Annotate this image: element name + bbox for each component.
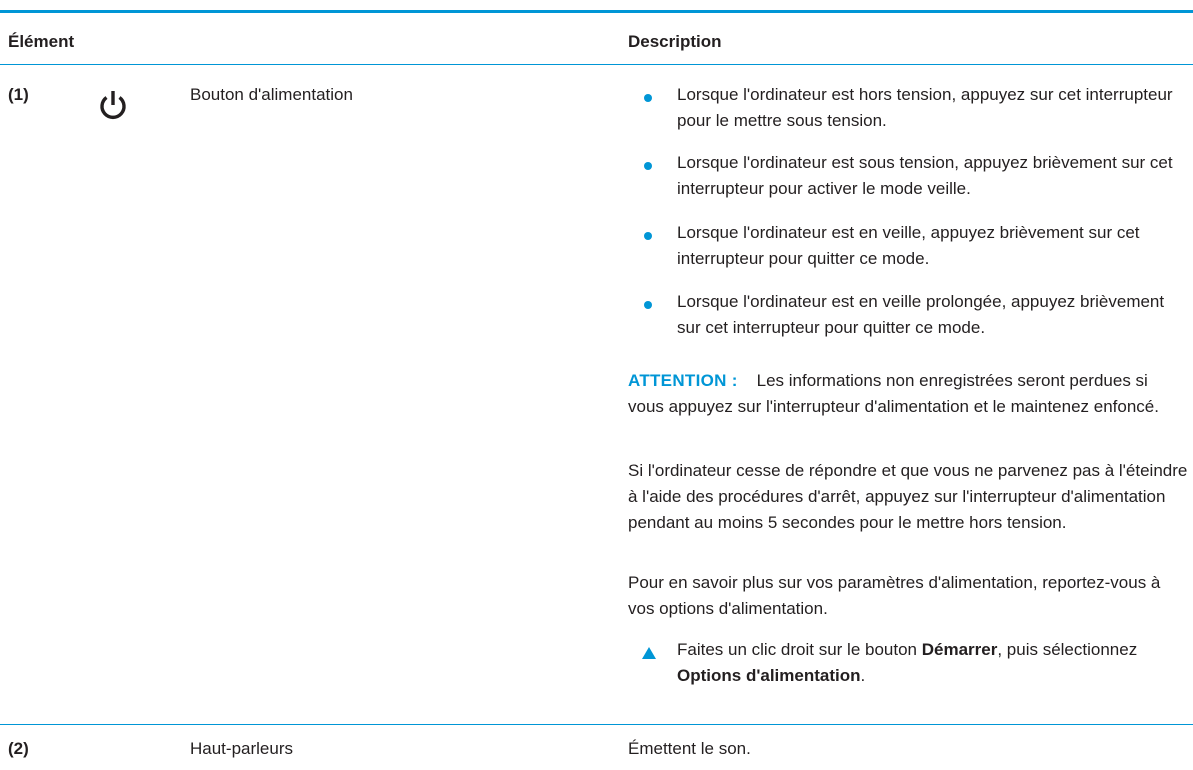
- header-rule: [0, 64, 1193, 65]
- bullet-item: Lorsque l'ordinateur est en veille prolongée, appuyez brièvement sur cet interrupteur pour quitter ce mode.: [677, 292, 1165, 337]
- header-description: Description: [628, 32, 722, 51]
- header-element: Élément: [8, 32, 75, 51]
- bullet-dot: [644, 301, 652, 309]
- row2-description: Émettent le son.: [628, 739, 751, 758]
- attention-text: Les informations non enregistrées seront perdues si vous appuyez sur l'interrupteur d'alimentation et le maintenez enfoncé.: [628, 371, 1159, 416]
- bullet-dot: [644, 232, 652, 240]
- step-triangle-icon: [642, 647, 656, 659]
- table-top-rule: [0, 10, 1193, 13]
- settings-paragraph: Pour en savoir plus sur vos paramètres d'alimentation, reportez-vous à vos options d'alimentation.: [628, 573, 1161, 618]
- bullet-item: Lorsque l'ordinateur est hors tension, appuyez sur cet interrupteur pour le mettre sous tension.: [677, 85, 1173, 130]
- row2-name: Haut-parleurs: [190, 739, 293, 758]
- row1-number: (1): [8, 85, 29, 104]
- attention-label: ATTENTION :: [628, 371, 738, 390]
- bullet-item: Lorsque l'ordinateur est en veille, appuyez brièvement sur cet interrupteur pour quitter ce mode.: [677, 223, 1140, 268]
- bullet-dot: [644, 94, 652, 102]
- unresponsive-paragraph: Si l'ordinateur cesse de répondre et que vous ne parvenez pas à l'éteindre à l'aide des procédures d'arrêt, appuyez sur l'interrupteur d'alimentation pendant au moins 5 secondes pour le mettre hors tension.: [628, 461, 1188, 532]
- attention-note: [628, 368, 1188, 420]
- row2-number: (2): [8, 739, 29, 758]
- step-text: .: [860, 666, 866, 685]
- step-text: , puis sélectionnez: [997, 640, 1138, 659]
- row1-name: Bouton d'alimentation: [190, 85, 353, 104]
- row-divider: [0, 724, 1193, 725]
- step-text: Faites un clic droit sur le bouton: [677, 640, 922, 659]
- bullet-dot: [644, 162, 652, 170]
- step-instruction: [677, 637, 1189, 689]
- power-icon: [96, 88, 130, 122]
- power-options-label: Options d'alimentation: [677, 666, 861, 685]
- bullet-item: Lorsque l'ordinateur est sous tension, appuyez brièvement sur cet interrupteur pour activer le mode veille.: [677, 153, 1173, 198]
- start-label: Démarrer: [921, 640, 998, 659]
